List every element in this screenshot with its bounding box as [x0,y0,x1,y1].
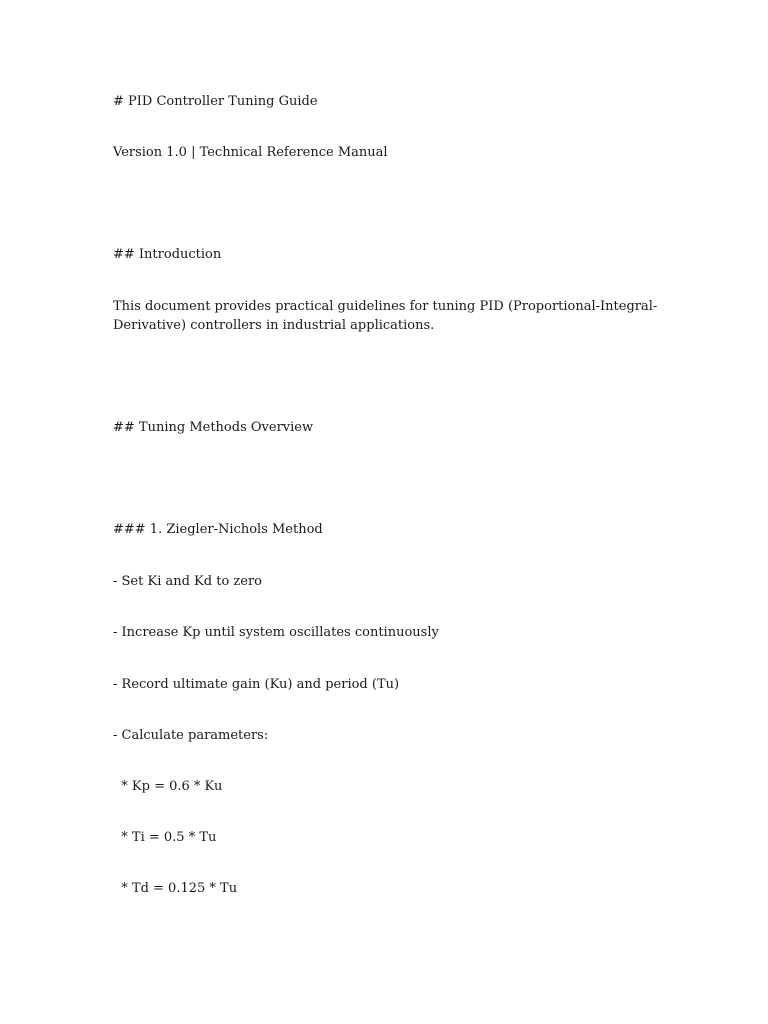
step-item: - Increase Kp until system oscillates continuously [113,625,439,640]
methods-heading: ## Tuning Methods Overview [113,420,314,435]
method-1-heading: ### 1. Ziegler-Nichols Method [113,522,323,537]
step-item: - Set Ki and Kd to zero [113,574,262,589]
formula-item: * Ti = 0.5 * Tu [113,830,217,845]
introduction-heading: ## Introduction [113,247,222,262]
document-title: # PID Controller Tuning Guide [113,94,318,109]
formula-item: * Kp = 0.6 * Ku [113,779,223,794]
step-item: - Calculate parameters: [113,728,269,743]
introduction-text-line-2: Derivative) controllers in industrial applications. [113,318,435,333]
formula-item: * Td = 0.125 * Tu [113,881,238,896]
document-subtitle: Version 1.0 | Technical Reference Manual [113,145,388,160]
introduction-text-line-1: This document provides practical guidelines for tuning PID (Proportional-Integral- [113,299,658,314]
step-item: - Record ultimate gain (Ku) and period (Tu) [113,677,400,692]
